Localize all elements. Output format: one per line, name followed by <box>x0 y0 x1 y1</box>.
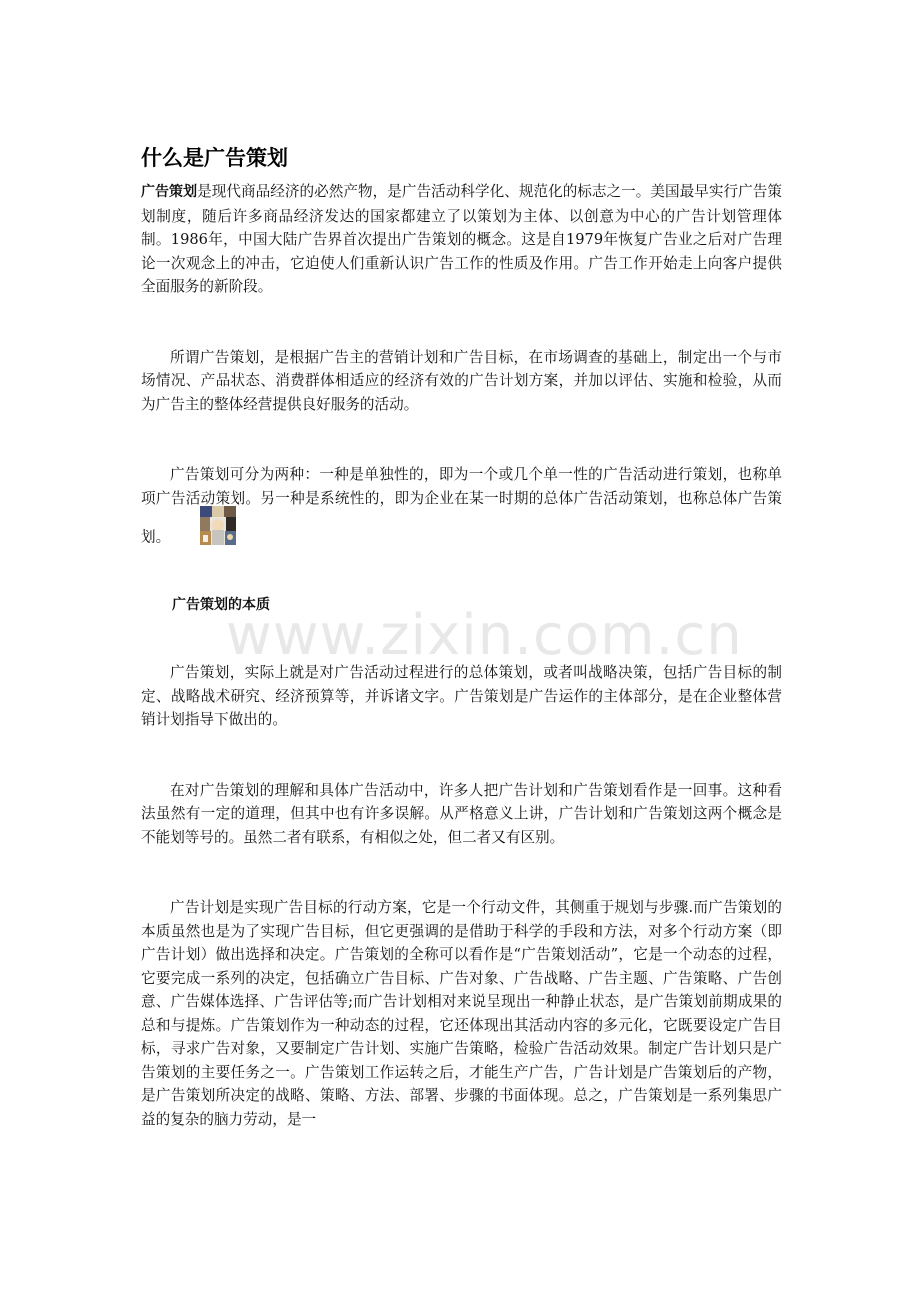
definition-paragraph: 所谓广告策划，是根据广告主的营销计划和广告目标，在市场调查的基础上，制定出一个与市场情况、产品状态、消费群体相适应的经济有效的广告计划方案，并加以评估、实施和检验，从而为广告主的整体经营提供良好服务的活动。 <box>141 348 782 413</box>
page-title: 什么是广告策划 <box>141 146 288 170</box>
types-text: 广告策划可分为两种：一种是单独性的，即为一个或几个单一性的广告活动进行策划，也称单项广告活动策划。另一种是系统性的，即为企业在某一时期的总体广告活动策划，也称总体广告策划。 <box>141 466 782 546</box>
section-heading: 广告策划的本质 <box>172 597 270 613</box>
spacer <box>141 732 782 779</box>
spacer <box>141 849 782 896</box>
inline-photo <box>171 506 207 545</box>
spacer <box>141 616 782 661</box>
misunderstanding-paragraph: 在对广告策划的理解和具体广告活动中，许多人把广告计划和广告策划看作是一回事。这种看法虽然有一定的道理，但其中也有许多误解。从严格意义上讲，广告计划和广告策划这两个概念是不能划等号的。虽然二者有联系，有相似之处，但二者又有区别。 <box>141 781 782 846</box>
plan-vs-strategy-paragraph: 广告计划是实现广告目标的行动方案，它是一个行动文件，其侧重于规划与步骤.而广告策划的本质虽然也是为了实现广告目标，但它更强调的是借助于科学的手段和方法，对多个行动方案（即广告计划）做出选择和决定。广告策划的全称可以看作是“广告策划活动”，它是一个动态的过程，它要完成一系列的决定，包括确立广告目标、广告对象、广告战略、广告主题、广告策略、广告创意、广告媒体选择、广告评估等;而广告计划相对来说呈现出一种静止状态，是广告策划前期成果的总和与提炼。广告策划作为一种动态的过程，它还体现出其活动内容的多元化，它既要设定广告目标，寻求广告对象，又要制定广告计划、实施广告策略，检验广告活动效果。制定广告计划只是广告策划的主要任务之一。广告策划工作运转之后，才能生产广告，广告计划是广告策划后的产物，是广告策划所决定的战略、策略、方法、部署、步骤的书面体现。总之，广告策划是一系列集思广益的复杂的脑力劳动，是一 <box>141 899 782 1128</box>
types-paragraph <box>141 463 782 549</box>
advertising-collage-image <box>200 506 236 545</box>
intro-text: 是现代商品经济的必然产物，是广告活动科学化、规范化的标志之一。美国最早实行广告策划制度，随后许多商品经济发达的国家都建立了以策划为主体、以创意为中心的广告计划管理体制。1986年，中国大陆广告界首次提出广告策划的概念。这是自1979年恢复广告业之后对广告理论一次观念上的冲击，它迫使人们重新认识广告工作的性质及作用。广告工作开始走上向客户提供全面服务的新阶段。 <box>141 183 782 295</box>
spacer <box>141 549 782 594</box>
document-body <box>141 142 782 1131</box>
spacer <box>141 416 782 463</box>
spacer <box>141 299 782 346</box>
intro-paragraph <box>141 180 782 299</box>
watermark: www.zixin.com.cn <box>226 603 743 668</box>
intro-lead-term: 广告策划 <box>141 184 198 200</box>
essence-paragraph: 广告策划，实际上就是对广告活动过程进行的总体策划，或者叫战略决策，包括广告目标的制定、战略战术研究、经济预算等，并诉诸文字。广告策划是广告运作的主体部分，是在企业整体营销计划指导下做出的。 <box>141 664 782 728</box>
